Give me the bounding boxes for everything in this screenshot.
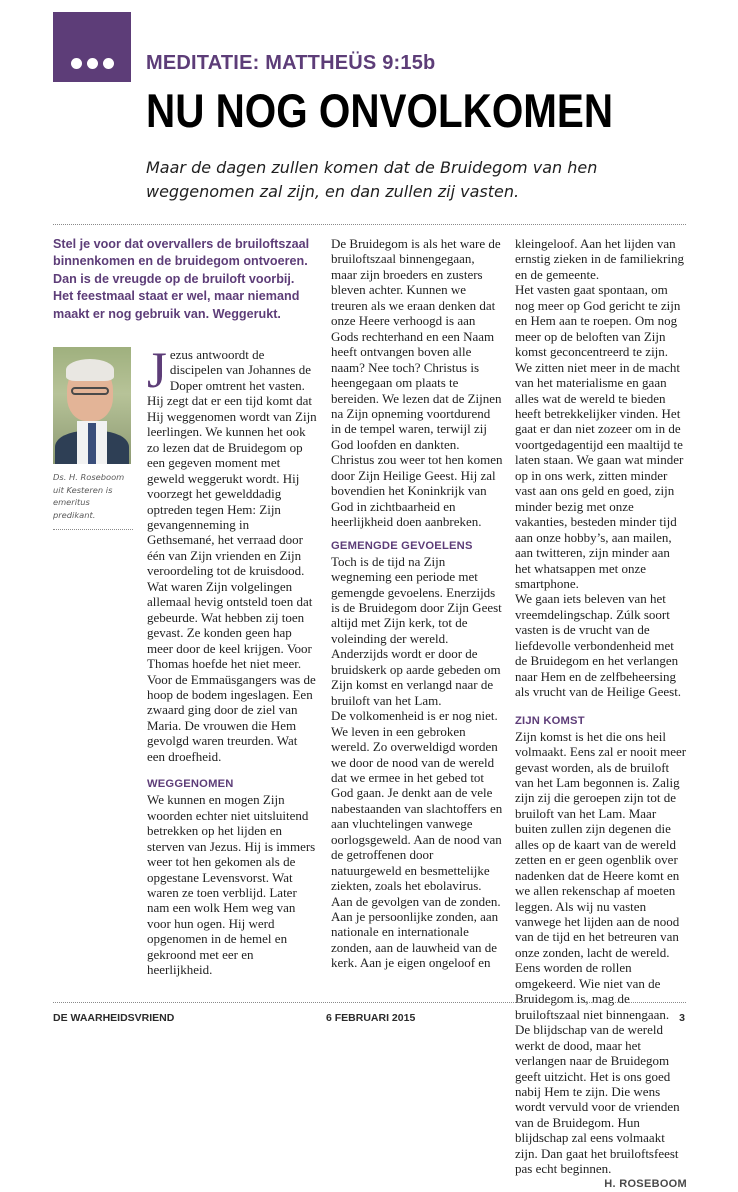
section-kicker: MEDITATIE: MATTHEÜS 9:15b [146, 52, 436, 74]
lead-paragraph: Stel je voor dat overvallers de bruiloftszaal binnenkomen en de bruidegom ontvoeren. Dan is de vreugde op de bruiloft voorbij. Het feestmaal staat er wel, maar niemand maakt er nog gebruik van. Weggerukt. [53, 237, 310, 321]
article-body-start [147, 343, 318, 978]
divider-bottom [53, 1002, 686, 1003]
subheading-zijn-komst: ZIJN KOMST [515, 714, 585, 727]
paragraph: Zijn komst is het die ons heil volmaakt. Eens zal er nooit meer gevast worden, als de bruiloft van het Lam begonnen is. Zalig zijn zij die geroepen zijn tot de bruiloft van het Lam. Maar buiten zullen zijn degenen die alles op de kaart van de wereld zetten en er geen ogenblik over nadenken dat de Heere komt en we allen rekenschap af moeten leggen. Als wij nu vasten vanwege het lijden aan de nood van de tijd en het betreuren van onze zonden, lacht de wereld. [515, 728, 687, 960]
three-dots-icon [71, 58, 115, 70]
paragraph: We kunnen en mogen Zijn woorden echter niet uitsluitend betrekken op het lijden en sterven van Jezus. Hij is immers weer tot hen gekomen als de opgestane Levensvorst. Wat waren ze toen verblijd. Later nam een wolk Hem weg van voor hun ogen. Hij werd opgenomen in de hemel en gekroond met eer en heerlijkheid. [147, 792, 316, 978]
paragraph: Wat waren Zijn volgelingen allemaal hevig ontsteld toen dat gebeurde. Wat hebben zij toen gevast. Ze konden geen hap meer door de keel krijgen. Voor Thomas hoefde het niet meer. Voor de Emmaüsgangers was de hoop de bodem ingeslagen. Een zwaard ging door de ziel van Maria. De vrouwen die Hem gevolgd waren treurden. Wat een droefheid. [147, 578, 316, 764]
paragraph: We gaan iets beleven van het vreemdelingschap. Zúlk soort vasten is de vrucht van de liefdevolle verbondenheid met de Bruidegom en het verlangen naar Hem en de zelfbeheersing als vrucht van de Heilige Geest. [515, 591, 682, 700]
bible-verse-intro: Maar de dagen zullen komen dat de Bruidegom van hen weggenomen zal zijn, en dan zullen zij vasten. [146, 158, 598, 201]
photo-caption: Ds. H. Roseboom uit Kesteren is emeritus predikant. [53, 471, 133, 530]
footer-date: 6 FEBRUARI 2015 [326, 1012, 416, 1024]
column-2 [331, 236, 503, 971]
paragraph: Eens worden de rollen omgekeerd. Wie niet van de Bruidegom is, mag de bruiloftszaal niet binnengaan. De blijdschap van de wereld werkt de dood, maar het verlangen naar de Bruidegom geeft uitzicht. Het is ons goed nabij Hem te zijn. Die wens wordt vervuld voor de vrienden van de Bruidegom. Hun blijdschap zal eens volmaakt zijn. Dan gaat het bruiloftsfeest pas echt beginnen. [515, 960, 680, 1177]
subheading-gemengde-gevoelens: GEMENGDE GEVOELENS [331, 539, 473, 552]
subheading-weggenomen: WEGGENOMEN [147, 778, 234, 791]
footer-publication: DE WAARHEIDSVRIEND [53, 1012, 175, 1024]
paragraph: Toch is de tijd na Zijn wegneming een periode met gemengde gevoelens. Enerzijds is de Bruidegom door Zijn Geest altijd met Zijn kerk, tot de voleinding der wereld. Anderzijds wordt er door de bruidskerk op aarde gebeden om Zijn komst en verlangd naar de bruiloft van het Lam. [331, 553, 502, 708]
magazine-logo-box [53, 12, 131, 82]
figure-row [53, 343, 318, 978]
column-1 [53, 236, 318, 978]
paragraph: Het vasten gaat spontaan, om nog meer op God gericht te zijn en Hem aan te roepen. Om nog meer op de beloften van Zijn komst geconcentreerd te zijn. We zitten niet meer in de macht van het materialisme en gaan alles wat de wereld te bieden heeft betrekkelijker vinden. Het gaat er dan niet zozeer om in de voortgedagentijd een maaltijd te laten staan. We gaan wat minder op in ons werk, zitten minder vast aan ons geld en goed, zijn minder bezig met onze vakanties, besteden minder tijd aan onze hobby’s, aan mailen, aan twitteren, zijn minder aan het whatsappen met onze smartphone. [515, 282, 684, 591]
paragraph: Jezus antwoordt de discipelen van Johannes de Doper omtrent het vasten. Hij zegt dat er een tijd komt dat Hij weggenomen wordt van Zijn leerlingen. We kunnen het ook zo lezen dat de Bruidegom op een gegeven moment met geweld weggerukt wordt. Hij voorzegt het gewelddadig optreden tegen Hem: Zijn gevangenneming in Gethsemané, het verraad door één van Zijn vrienden en Zijn veroordeling tot de kruisdood. [147, 343, 317, 579]
divider-top [53, 224, 686, 225]
paragraph: kleingeloof. Aan het lijden van ernstig zieken in de familiekring en de gemeente. [515, 236, 684, 282]
column-3 [515, 236, 687, 1192]
author-photo [53, 347, 131, 464]
paragraph: De Bruidegom is als het ware de bruiloftszaal binnengegaan, maar zijn broeders en zusters bleven achter. Kunnen we treuren als we eraan denken dat onze Heere verhoogd is aan Gods rechterhand en een Naam heeft ontvangen boven alle naam? Nee toch? Christus is heengegaan om plaats te bereiden. We lezen dat de Zijnen na Zijn opneming voortdurend in de tempel waren, terwijl zij God loofden en dankten. Christus zou weer tot hen komen door Zijn Heilige Geest. Hij zal bovendien het Koninkrijk van God in zichtbaarheid en heerlijkheid doen aanbreken. [331, 236, 503, 530]
footer-page-number: 3 [679, 1012, 685, 1024]
article-title: NU NOG ONVOLKOMEN [146, 84, 614, 137]
author-signature: H. ROSEBOOM [604, 1177, 687, 1190]
drop-cap: J [147, 343, 167, 400]
author-figure [53, 347, 133, 978]
paragraph: De volkomenheid is er nog niet. We leven in een gebroken wereld. Zo overweldigd worden we door de nood van de wereld dat we ermee in het gebed tot God gaan. Je denkt aan de vele nabestaanden van slachtoffers en aan vluchtelingen vanwege oorlogsgeweld. Aan de nood van de getroffenen door natuurgeweld en besmettelijke ziekten, zoals het ebolavirus. Aan de gevolgen van de zonden. Aan je persoonlijke zonden, aan nationale en internationale zonden, aan de lauwheid van de kerk. Aan je eigen ongeloof en [331, 708, 503, 971]
